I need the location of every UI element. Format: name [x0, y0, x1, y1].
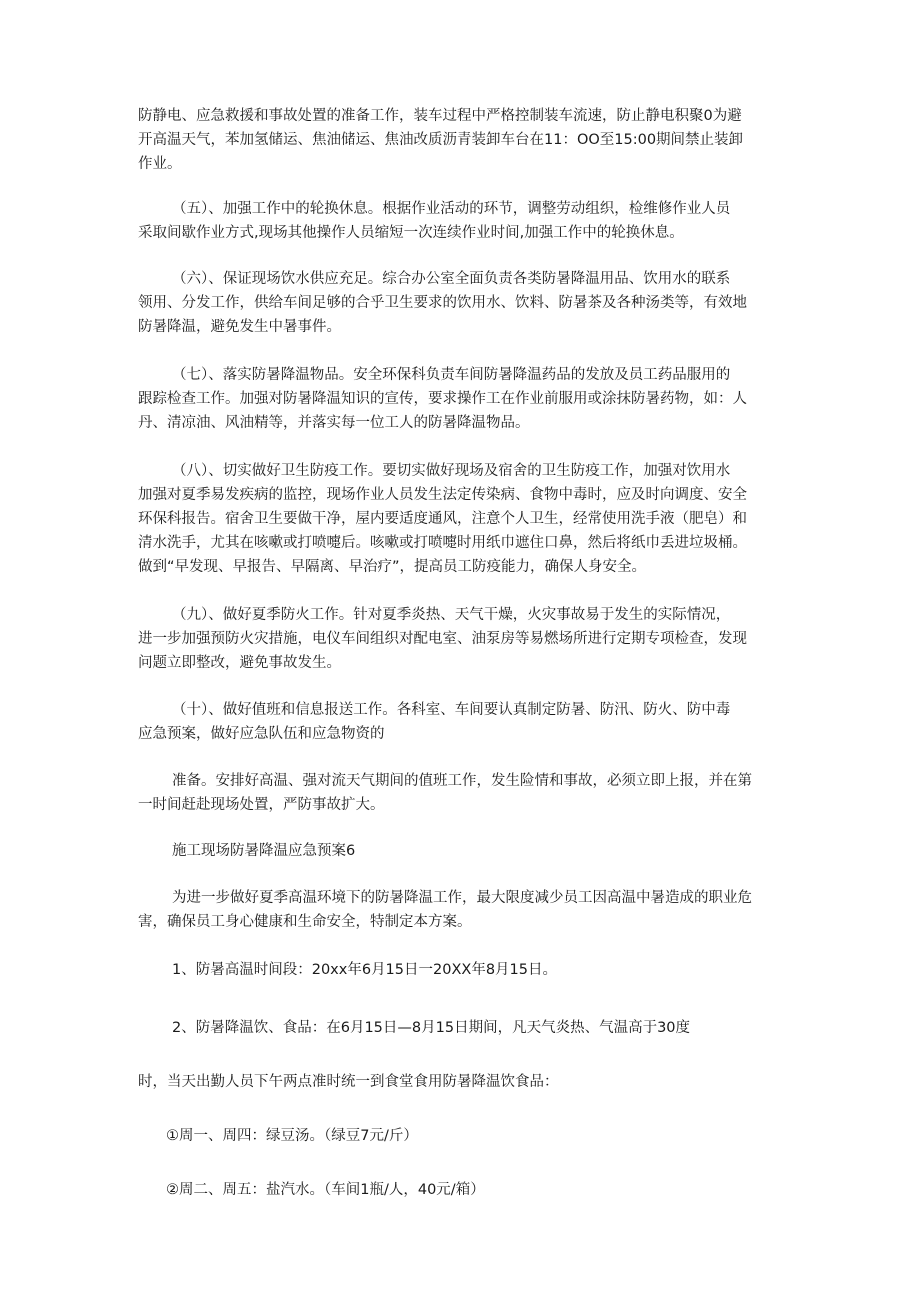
text-line: 开高温天气，苯加氢储运、焦油储运、焦油改质沥青装卸车台在11：OO至15:00期间禁止装卸 — [138, 132, 744, 148]
paragraph-fire-prevention — [138, 603, 788, 675]
paragraph-duty-reporting — [138, 698, 788, 746]
text-line: 害，确保员工身心健康和生命安全，特制定本方案。 — [138, 914, 472, 930]
text-line: （五）、加强工作中的轮换休息。根据作业活动的环节，调整劳动组织，检维修作业人员 — [172, 201, 731, 217]
text-line: 一时间赶赴现场处置，严防事故扩大。 — [138, 797, 385, 813]
text-line: 为进一步做好夏季高温环境下的防暑降温工作，最大限度减少员工因高温中暑造成的职业危 — [172, 890, 752, 906]
text-line: 做到“早发现、早报告、早隔离、早治疗”，提高员工防疫能力，确保人身安全。 — [138, 559, 647, 575]
sub-item-salt-soda: ②周二、周五：盐汽水。（车间1瓶/人，40元/箱） — [166, 1182, 485, 1198]
text-line: 作业。 — [138, 156, 182, 172]
text-line: 防暑降温，避免发生中暑事件。 — [138, 319, 341, 335]
text-line: 加强对夏季易发疾病的监控，现场作业人员发生法定传染病、食物中毒时，应及时向调度、安全 — [138, 487, 747, 503]
text-line: （九）、做好夏季防火工作。针对夏季炎热、天气干燥，火灾事故易于发生的实际情况， — [172, 607, 731, 623]
paragraph-intro — [138, 886, 788, 934]
text-line: 环保科报告。宿舍卫生要做干净，屋内要适度通风，注意个人卫生，经常使用洗手液（肥皂）和 — [138, 511, 747, 527]
list-item-period: 1、防暑高温时间段：20xx年6月15日一20XX年8月15日。 — [172, 962, 558, 978]
paragraph-preparation — [138, 769, 788, 817]
paragraph-cooling-supplies — [138, 363, 788, 435]
paragraph-water-supply — [138, 267, 788, 339]
paragraph-static-electricity — [138, 104, 788, 176]
list-item-food: 2、防暑降温饮、食品：在6月15日—8月15日期间，凡天气炎热、气温高于30度 — [172, 1020, 691, 1036]
text-line: 跟踪检查工作。加强对防暑降温知识的宣传，要求操作工在作业前服用或涂抹防暑药物，如：人 — [138, 391, 747, 407]
text-line: （十）、做好值班和信息报送工作。各科室、车间要认真制定防暑、防汛、防火、防中毒 — [172, 702, 731, 718]
text-line: 领用、分发工作，供给车间足够的合乎卫生要求的饮用水、饮料、防暑茶及各种汤类等，有效地 — [138, 295, 747, 311]
text-line: 采取间歇作业方式,现场其他操作人员缩短一次连续作业时间,加强工作中的轮换休息。 — [138, 225, 684, 241]
list-item-food-continued: 时，当天出勤人员下午两点准时统一到食堂食用防暑降温饮食品： — [138, 1074, 559, 1090]
paragraph-epidemic-prevention — [138, 459, 788, 579]
text-line: 应急预案，做好应急队伍和应急物资的 — [138, 726, 385, 742]
text-line: 进一步加强预防火灾措施，电仪车间组织对配电室、油泵房等易燃场所进行定期专项检查，发现 — [138, 631, 747, 647]
paragraph-rotation-rest — [138, 197, 788, 245]
text-line: 问题立即整改，避免事故发生。 — [138, 655, 341, 671]
section-heading: 施工现场防暑降温应急预案6 — [172, 843, 356, 859]
text-line: （八）、切实做好卫生防疫工作。要切实做好现场及宿舍的卫生防疫工作，加强对饮用水 — [172, 463, 731, 479]
text-line: 丹、清凉油、风油精等，并落实每一位工人的防暑降温物品。 — [138, 415, 530, 431]
text-line: 防静电、应急救援和事故处置的准备工作，装车过程中严格控制装车流速，防止静电积聚0为避 — [138, 108, 742, 124]
text-line: 准备。安排好高温、强对流天气期间的值班工作，发生险情和事故，必须立即上报，并在第 — [172, 773, 752, 789]
text-line: 清水洗手，尤其在咳嗽或打喷嚏后。咳嗽或打喷嚏时用纸巾遮住口鼻，然后将纸巾丢进垃圾桶。 — [138, 535, 747, 551]
text-line: （七）、落实防暑降温物品。安全环保科负责车间防暑降温药品的发放及员工药品服用的 — [172, 367, 731, 383]
sub-item-mung-bean-soup: ①周一、周四：绿豆汤。（绿豆7元/斤） — [166, 1128, 418, 1144]
text-line: （六）、保证现场饮水供应充足。综合办公室全面负责各类防暑降温用品、饮用水的联系 — [172, 271, 731, 287]
